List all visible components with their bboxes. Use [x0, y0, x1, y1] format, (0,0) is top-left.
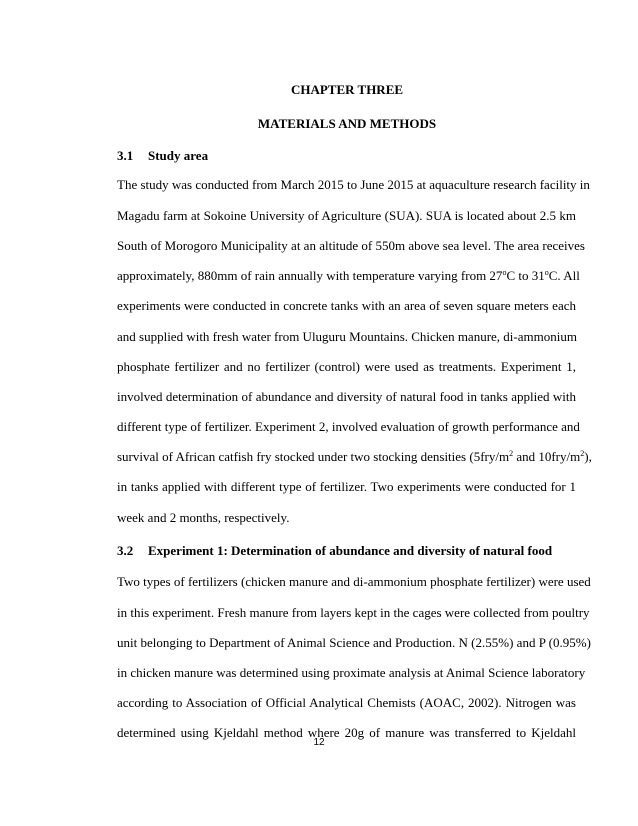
superscript: 2 [509, 449, 514, 458]
chapter-title: CHAPTER THREE [290, 82, 404, 97]
text-run: C to 31 [506, 268, 545, 283]
section-heading-3-1 [117, 148, 208, 164]
paragraph-line: in this experiment. Fresh manure from layers kept in the cages were collected from poultry [117, 605, 590, 620]
superscript: 2 [580, 449, 585, 458]
paragraph-line: in chicken manure was determined using proximate analysis at Animal Science laboratory [117, 665, 586, 680]
section-title: Study area [148, 148, 209, 163]
paragraph-line: different type of fertilizer. Experiment 2, involved evaluation of growth performance and [117, 419, 580, 434]
text-run: and 10fry/m [513, 449, 581, 464]
paragraph-line: and supplied with fresh water from Uluguru Mountains. Chicken manure, di-ammonium [117, 329, 577, 344]
paragraph-line [117, 449, 592, 465]
text-run: approximately, 880mm of rain annually with temperature varying from 27 [117, 268, 503, 283]
paragraph-line: in tanks applied with different type of fertilizer. Two experiments were conducted for 1 [117, 479, 576, 494]
section-heading-3-2 [117, 543, 552, 559]
paragraph-line: phosphate fertilizer and no fertilizer (control) were used as treatments. Experiment 1, [117, 359, 576, 374]
section-title: Experiment 1: Determination of abundance and diversity of natural food [148, 543, 553, 558]
paragraph-line: week and 2 months, respectively. [117, 510, 290, 525]
degree-sign: o [502, 268, 507, 277]
paragraph-line: The study was conducted from March 2015 to June 2015 at aquaculture research facility in [117, 177, 590, 192]
paragraph-line [117, 268, 580, 284]
paragraph-line: experiments were conducted in concrete tanks with an area of seven square meters each [117, 298, 576, 313]
section-number: 3.2 [117, 543, 134, 558]
paragraph-line: according to Association of Official Analytical Chemists (AOAC, 2002). Nitrogen was [117, 695, 576, 710]
paragraph-line: involved determination of abundance and diversity of natural food in tanks applied with [117, 389, 576, 404]
text-run: C. All [548, 268, 580, 283]
paragraph-line: Magadu farm at Sokoine University of Agriculture (SUA). SUA is located about 2.5 km [117, 208, 576, 223]
paragraph-line: determined using Kjeldahl method where 20g of manure was transferred to Kjeldahl [117, 725, 576, 740]
text-run: ), [584, 449, 592, 464]
chapter-subtitle: MATERIALS AND METHODS [257, 116, 437, 131]
paragraph-line: South of Morogoro Municipality at an altitude of 550m above sea level. The area receives [117, 238, 585, 253]
degree-sign: o [544, 268, 549, 277]
paragraph-line: Two types of fertilizers (chicken manure and di-ammonium phosphate fertilizer) were used [117, 574, 591, 589]
page-number: 12 [313, 737, 325, 748]
text-run: survival of African catfish fry stocked under two stocking densities (5fry/m [117, 449, 510, 464]
paragraph-line: unit belonging to Department of Animal Science and Production. N (2.55%) and P (0.95%) [117, 635, 591, 650]
section-number: 3.1 [117, 148, 134, 163]
